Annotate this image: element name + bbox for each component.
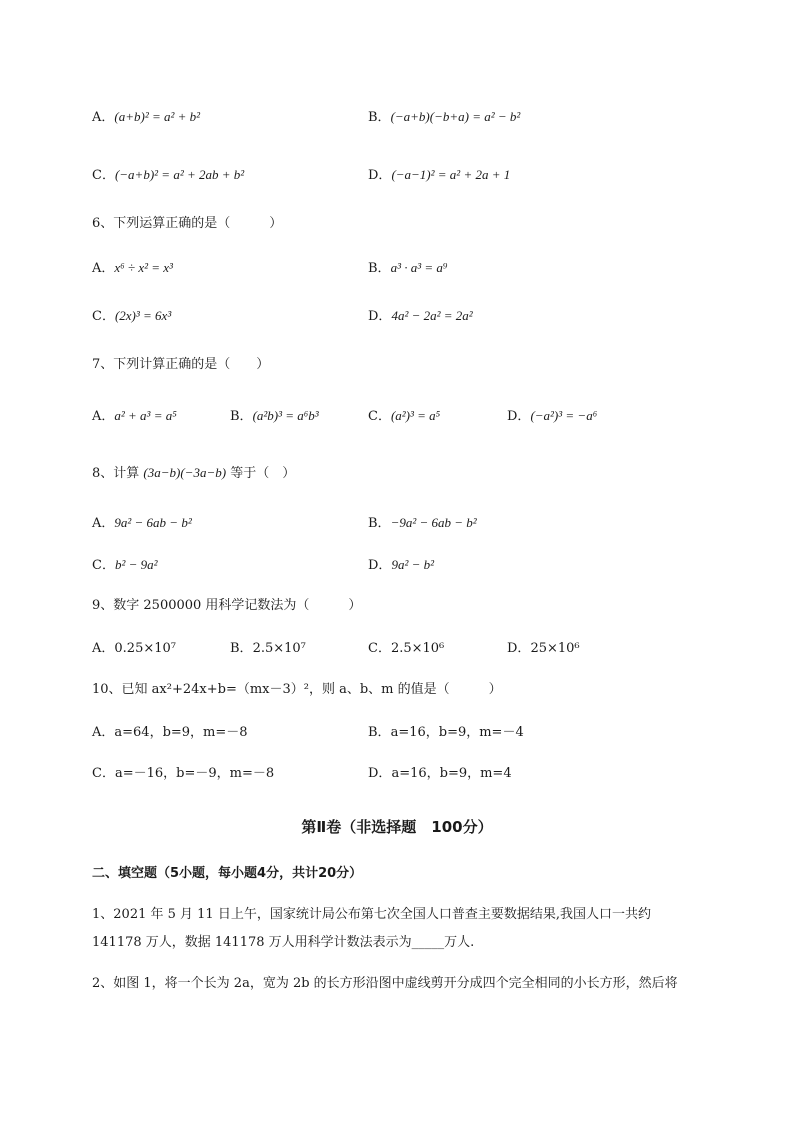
- fill1-line2: 141178 万人，数据 141178 万人用科学计数法表示为_____万人.: [92, 935, 475, 950]
- q6-option-d: D．4a² − 2a² = 2a²: [368, 308, 473, 324]
- q7-stem: 7、下列计算正确的是（ ）: [92, 357, 270, 372]
- q7-option-b: B．(a²b)³ = a⁶b³: [230, 408, 319, 424]
- q7-option-d: D．(−a²)³ = −a⁶: [507, 408, 598, 424]
- q6-option-c: C．(2x)³ = 6x³: [92, 308, 172, 324]
- q9-option-d: D．25×10⁶: [507, 641, 580, 656]
- q9-stem: 9、数字 2500000 用科学记数法为（ ）: [92, 598, 362, 613]
- q5-option-a: A．(a+b)² = a² + b²: [92, 109, 201, 125]
- q9-option-c: C．2.5×10⁶: [368, 641, 445, 656]
- q10-option-b: B．a=16，b=9，m=－4: [368, 725, 524, 740]
- q10-stem: 10、已知 ax²+24x+b=（mx－3）²，则 a、b、m 的值是（ ）: [92, 682, 502, 697]
- section2-heading: 二、填空题（5小题，每小题4分，共计20分）: [92, 866, 363, 881]
- part2-title: 第Ⅱ卷（非选择题 100分）: [301, 818, 493, 836]
- q7-option-c: C．(a²)³ = a⁵: [368, 408, 441, 424]
- q8-option-a: A．9a² − 6ab − b²: [92, 515, 192, 531]
- q6-option-a: A．x⁶ ÷ x² = x³: [92, 260, 173, 276]
- fill2-line1: 2、如图 1，将一个长为 2a，宽为 2b 的长方形沿图中虚线剪开分成四个完全相同的小长方形，然后将: [92, 976, 678, 991]
- q10-option-c: C．a=－16，b=－9，m=－8: [92, 766, 275, 781]
- q8-option-c: C．b² − 9a²: [92, 557, 158, 573]
- q5-option-c: C．(−a+b)² = a² + 2ab + b²: [92, 167, 245, 183]
- q5-option-b: B．(−a+b)(−b+a) = a² − b²: [368, 109, 521, 125]
- q9-option-b: B．2.5×10⁷: [230, 641, 306, 656]
- q5-option-d: D．(−a−1)² = a² + 2a + 1: [368, 167, 511, 183]
- q8-stem: 8、计算 (3a−b)(−3a−b) 等于（ ）: [92, 465, 296, 481]
- q9-option-a: A．0.25×10⁷: [92, 641, 176, 656]
- fill1-line1: 1、2021 年 5 月 11 日上午，国家统计局公布第七次全国人口普查主要数据结果,我国人口一共约: [92, 907, 651, 922]
- q6-stem: 6、下列运算正确的是（ ）: [92, 216, 283, 231]
- q10-option-a: A．a=64，b=9，m=－8: [92, 725, 248, 740]
- q8-option-d: D．9a² − b²: [368, 557, 435, 573]
- q10-option-d: D．a=16，b=9，m=4: [368, 766, 512, 781]
- q6-option-b: B．a³ · a³ = a⁹: [368, 260, 448, 276]
- q7-option-a: A．a² + a³ = a⁵: [92, 408, 177, 424]
- q8-stem-expression: (3a−b)(−3a−b): [143, 465, 227, 480]
- q8-option-b: B．−9a² − 6ab − b²: [368, 515, 477, 531]
